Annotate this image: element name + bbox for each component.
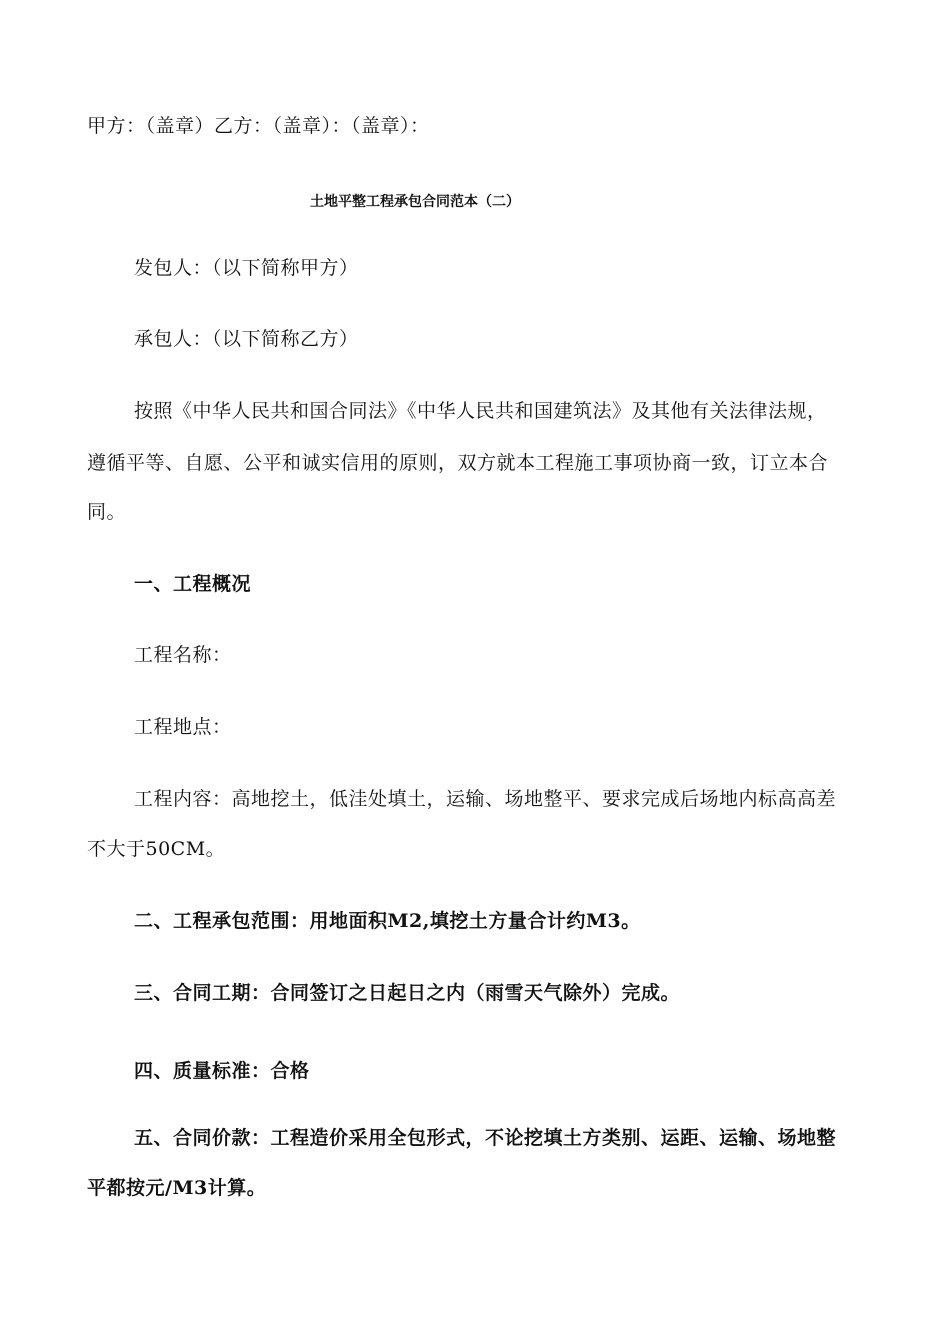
section-5-price-line-2: 平都按元/M3计算。 bbox=[87, 1177, 267, 1199]
project-content-line-2: 不大于50CM。 bbox=[87, 838, 226, 860]
section-2-scope: 二、工程承包范围：用地面积M2,填挖土方量合计约M3。 bbox=[134, 910, 641, 932]
section-3-duration: 三、合同工期：合同签订之日起日之内（雨雪天气除外）完成。 bbox=[134, 982, 681, 1004]
signature-line: 甲方：（盖章）乙方：（盖章）：（盖章）： bbox=[87, 115, 430, 137]
project-location-field: 工程地点： bbox=[134, 716, 232, 738]
section-5-price-line-1: 五、合同价款：工程造价采用全包形式，不论挖填土方类别、运距、运输、场地整 bbox=[134, 1127, 837, 1149]
preamble-line-2: 遵循平等、自愿、公平和诚实信用的原则，双方就本工程施工事项协商一致，订立本合 bbox=[87, 452, 829, 474]
project-name-field: 工程名称： bbox=[134, 644, 232, 666]
preamble-line-3: 同。 bbox=[87, 501, 127, 523]
project-content-line-1: 工程内容：高地挖土，低洼处填土，运输、场地整平、要求完成后场地内标高高差 bbox=[134, 788, 837, 810]
employer-line: 发包人：（以下简称甲方） bbox=[134, 257, 359, 279]
section-4-quality: 四、质量标准：合格 bbox=[134, 1060, 310, 1082]
section-1-heading: 一、工程概况 bbox=[134, 573, 252, 595]
preamble-line-1: 按照《中华人民共和国合同法》《中华人民共和国建筑法》及其他有关法律法规， bbox=[134, 400, 827, 422]
contractor-line: 承包人：（以下简称乙方） bbox=[134, 328, 359, 350]
document-title: 土地平整工程承包合同范本（二） bbox=[310, 194, 520, 210]
